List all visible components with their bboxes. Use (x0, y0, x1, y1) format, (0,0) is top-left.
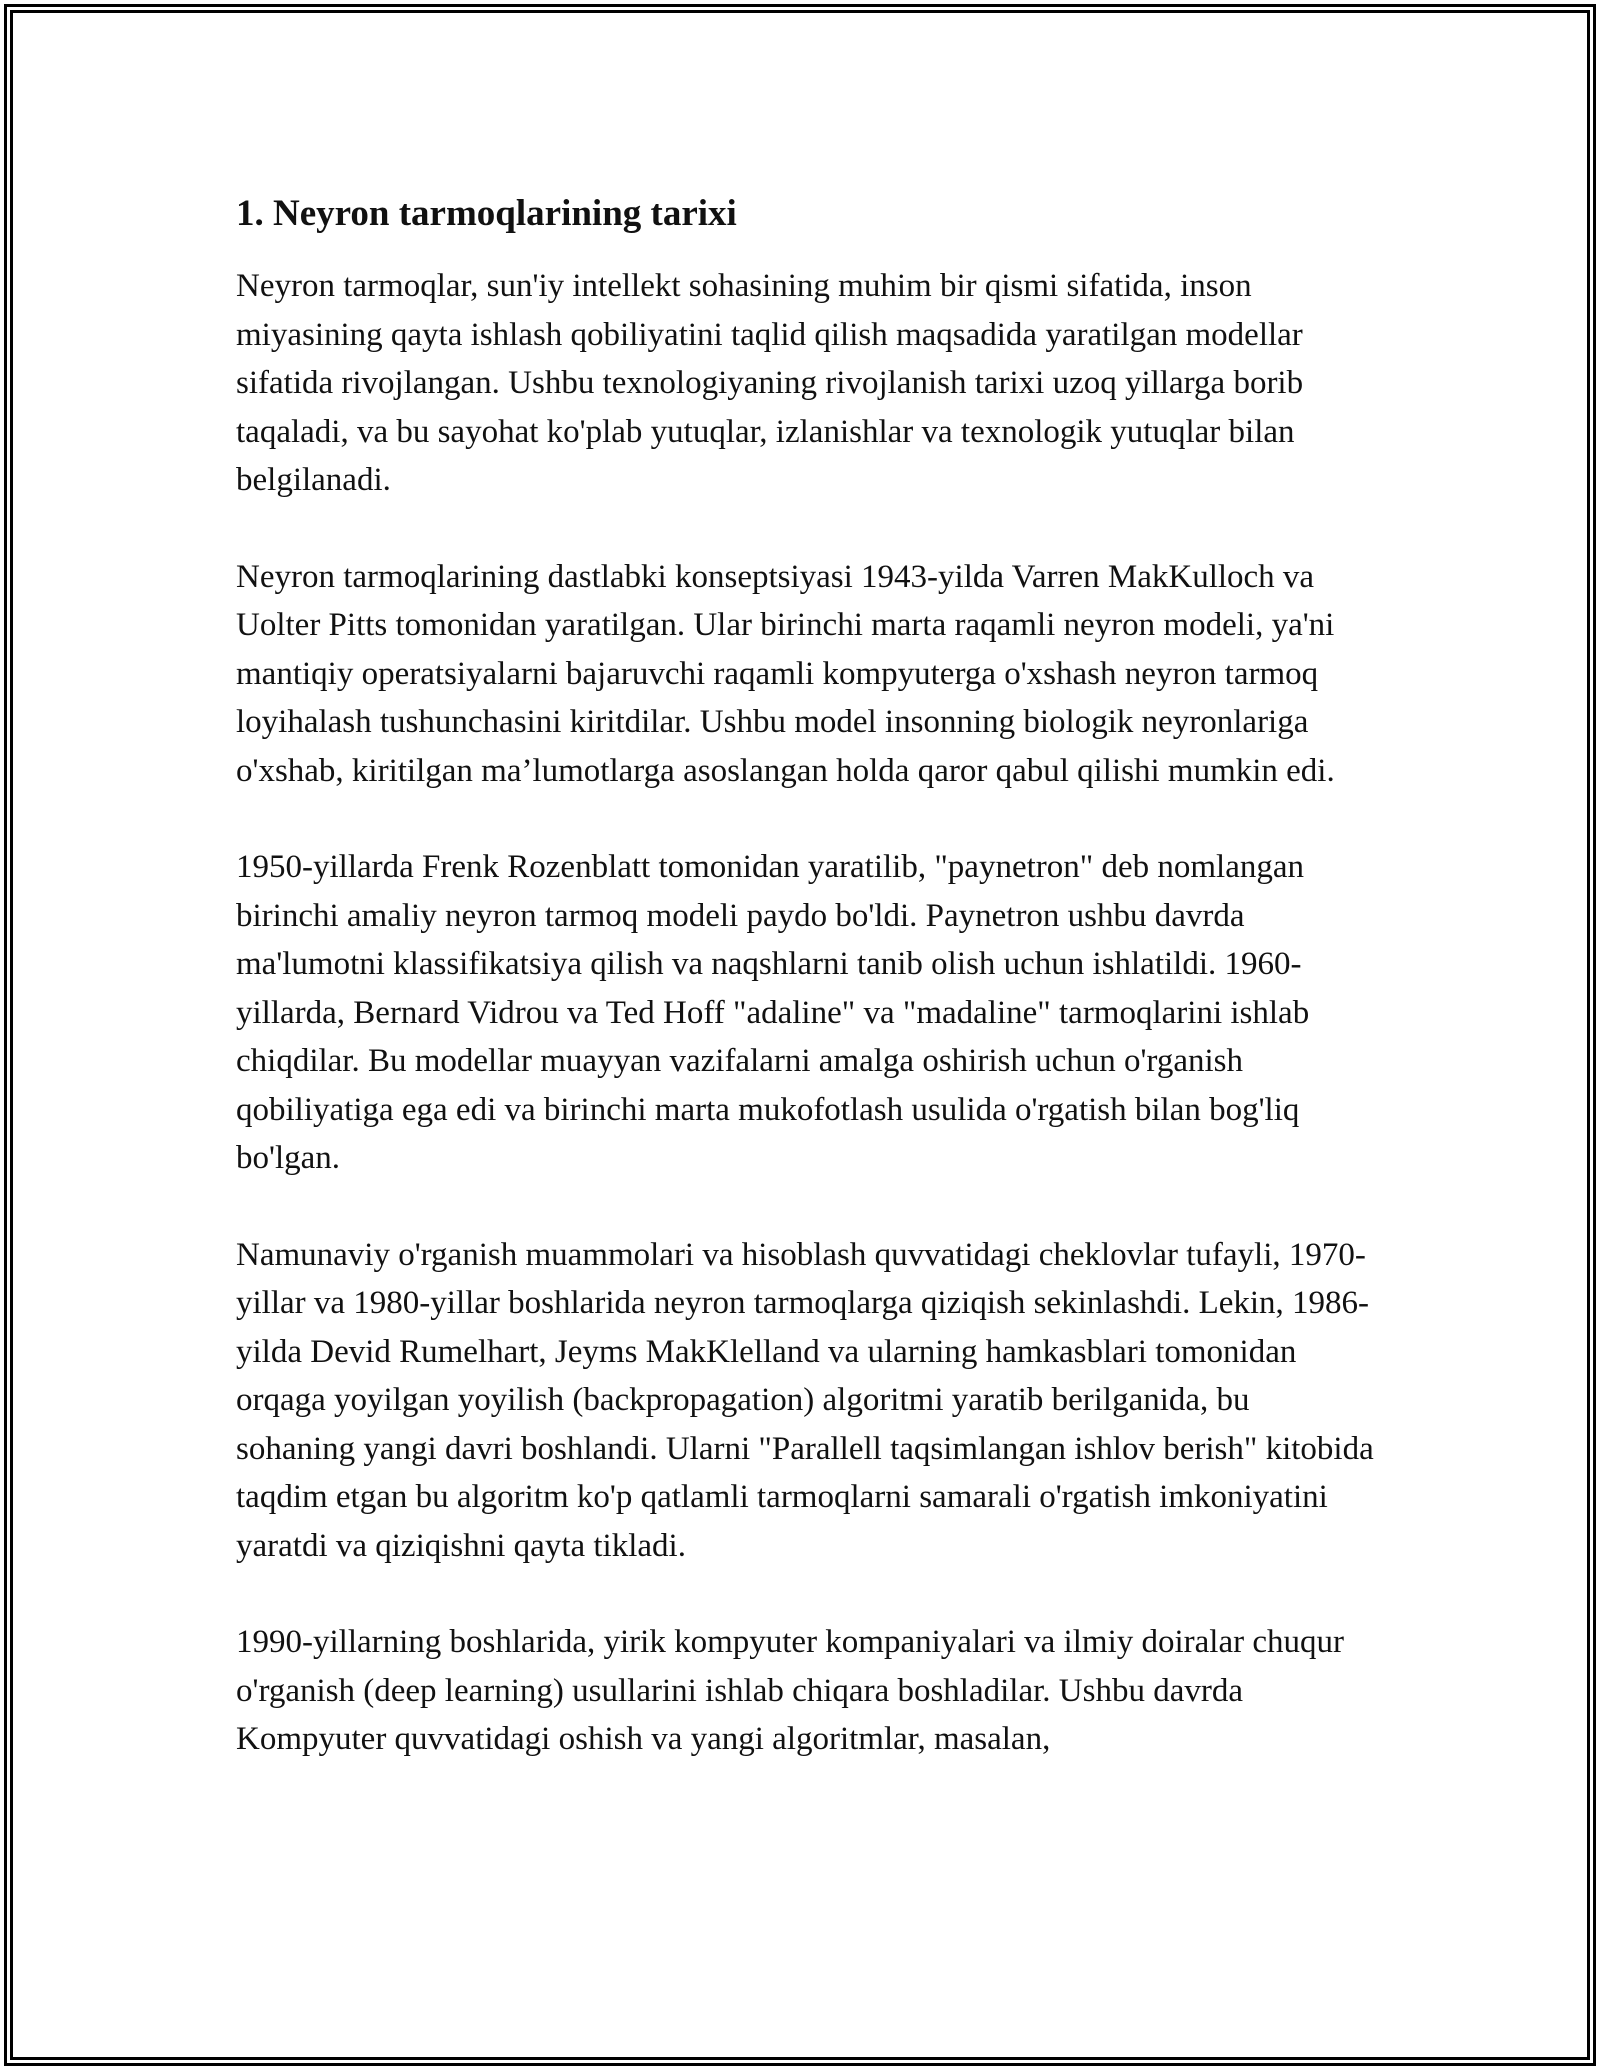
paragraph-5: 1990-yillarning boshlarida, yirik kompyuter kompaniyalari va ilmiy doiralar chuqur o'rganish (deep learning) usullarini ishlab chiqara boshladilar. Ushbu davrda Kompyuter quvvatidagi oshish va yangi algoritmlar, masalan, (236, 1624, 1344, 1757)
document-body (236, 188, 1376, 1812)
paragraph-2: Neyron tarmoqlarining dastlabki konseptsiyasi 1943-yilda Varren MakKulloch va Uolter Pitts tomonidan yaratilgan. Ular birinchi marta raqamli neyron modeli, ya'ni mantiqiy operatsiyalarni bajaruvchi raqamli kompyuterga o'xshash neyron tarmoq loyihalash tushunchasini kiritdilar. Ushbu model insonning biologik neyronlariga o'xshab, kiritilgan ma’lumotlarga asoslangan holda qaror qabul qilishi mumkin edi. (236, 558, 1335, 789)
paragraph-3: 1950-yillarda Frenk Rozenblatt tomonidan yaratilib, "paynetron" deb nomlangan birinchi amaliy neyron tarmoq modeli paydo bo'ldi. Paynetron ushbu davrda ma'lumotni klassifikatsiya qilish va naqshlarni tanib olish uchun ishlatildi. 1960-yillarda, Bernard Vidrou va Ted Hoff "adaline" va "madaline" tarmoqlarini ishlab chiqdilar. Bu modellar muayyan vazifalarni amalga oshirish uchun o'rganish qobiliyatiga ega edi va birinchi marta mukofotlash usulida o'rgatish bilan bog'liq bo'lgan. (236, 849, 1310, 1176)
paragraph-4: Namunaviy o'rganish muammolari va hisoblash quvvatidagi cheklovlar tufayli, 1970-yillar va 1980-yillar boshlarida neyron tarmoqlarga qiziqish sekinlashdi. Lekin, 1986-yilda Devid Rumelhart, Jeyms MakKlelland va ularning hamkasblari tomonidan orqaga yoyilgan yoyilish (backpropagation) algoritmi yaratib berilganida, bu sohaning yangi davri boshlandi. Ularni "Parallell taqsimlangan ishlov berish" kitobida taqdim etgan bu algoritm ko'p qatlamli tarmoqlarni samarali o'rgatish imkoniyatini yaratdi va qiziqishni qayta tikladi. (236, 1236, 1374, 1564)
section-heading: 1. Neyron tarmoqlarining tarixi (236, 193, 737, 234)
paragraph-1: Neyron tarmoqlar, sun'iy intellekt sohasining muhim bir qismi sifatida, inson miyasining qayta ishlash qobiliyatini taqlid qilish maqsadida yaratilgan modellar sifatida rivojlangan. Ushbu texnologiyaning rivojlanish tarixi uzoq yillarga borib taqaladi, va bu sayohat ko'plab yutuqlar, izlanishlar va texnologik yutuqlar bilan belgilanadi. (236, 268, 1304, 498)
